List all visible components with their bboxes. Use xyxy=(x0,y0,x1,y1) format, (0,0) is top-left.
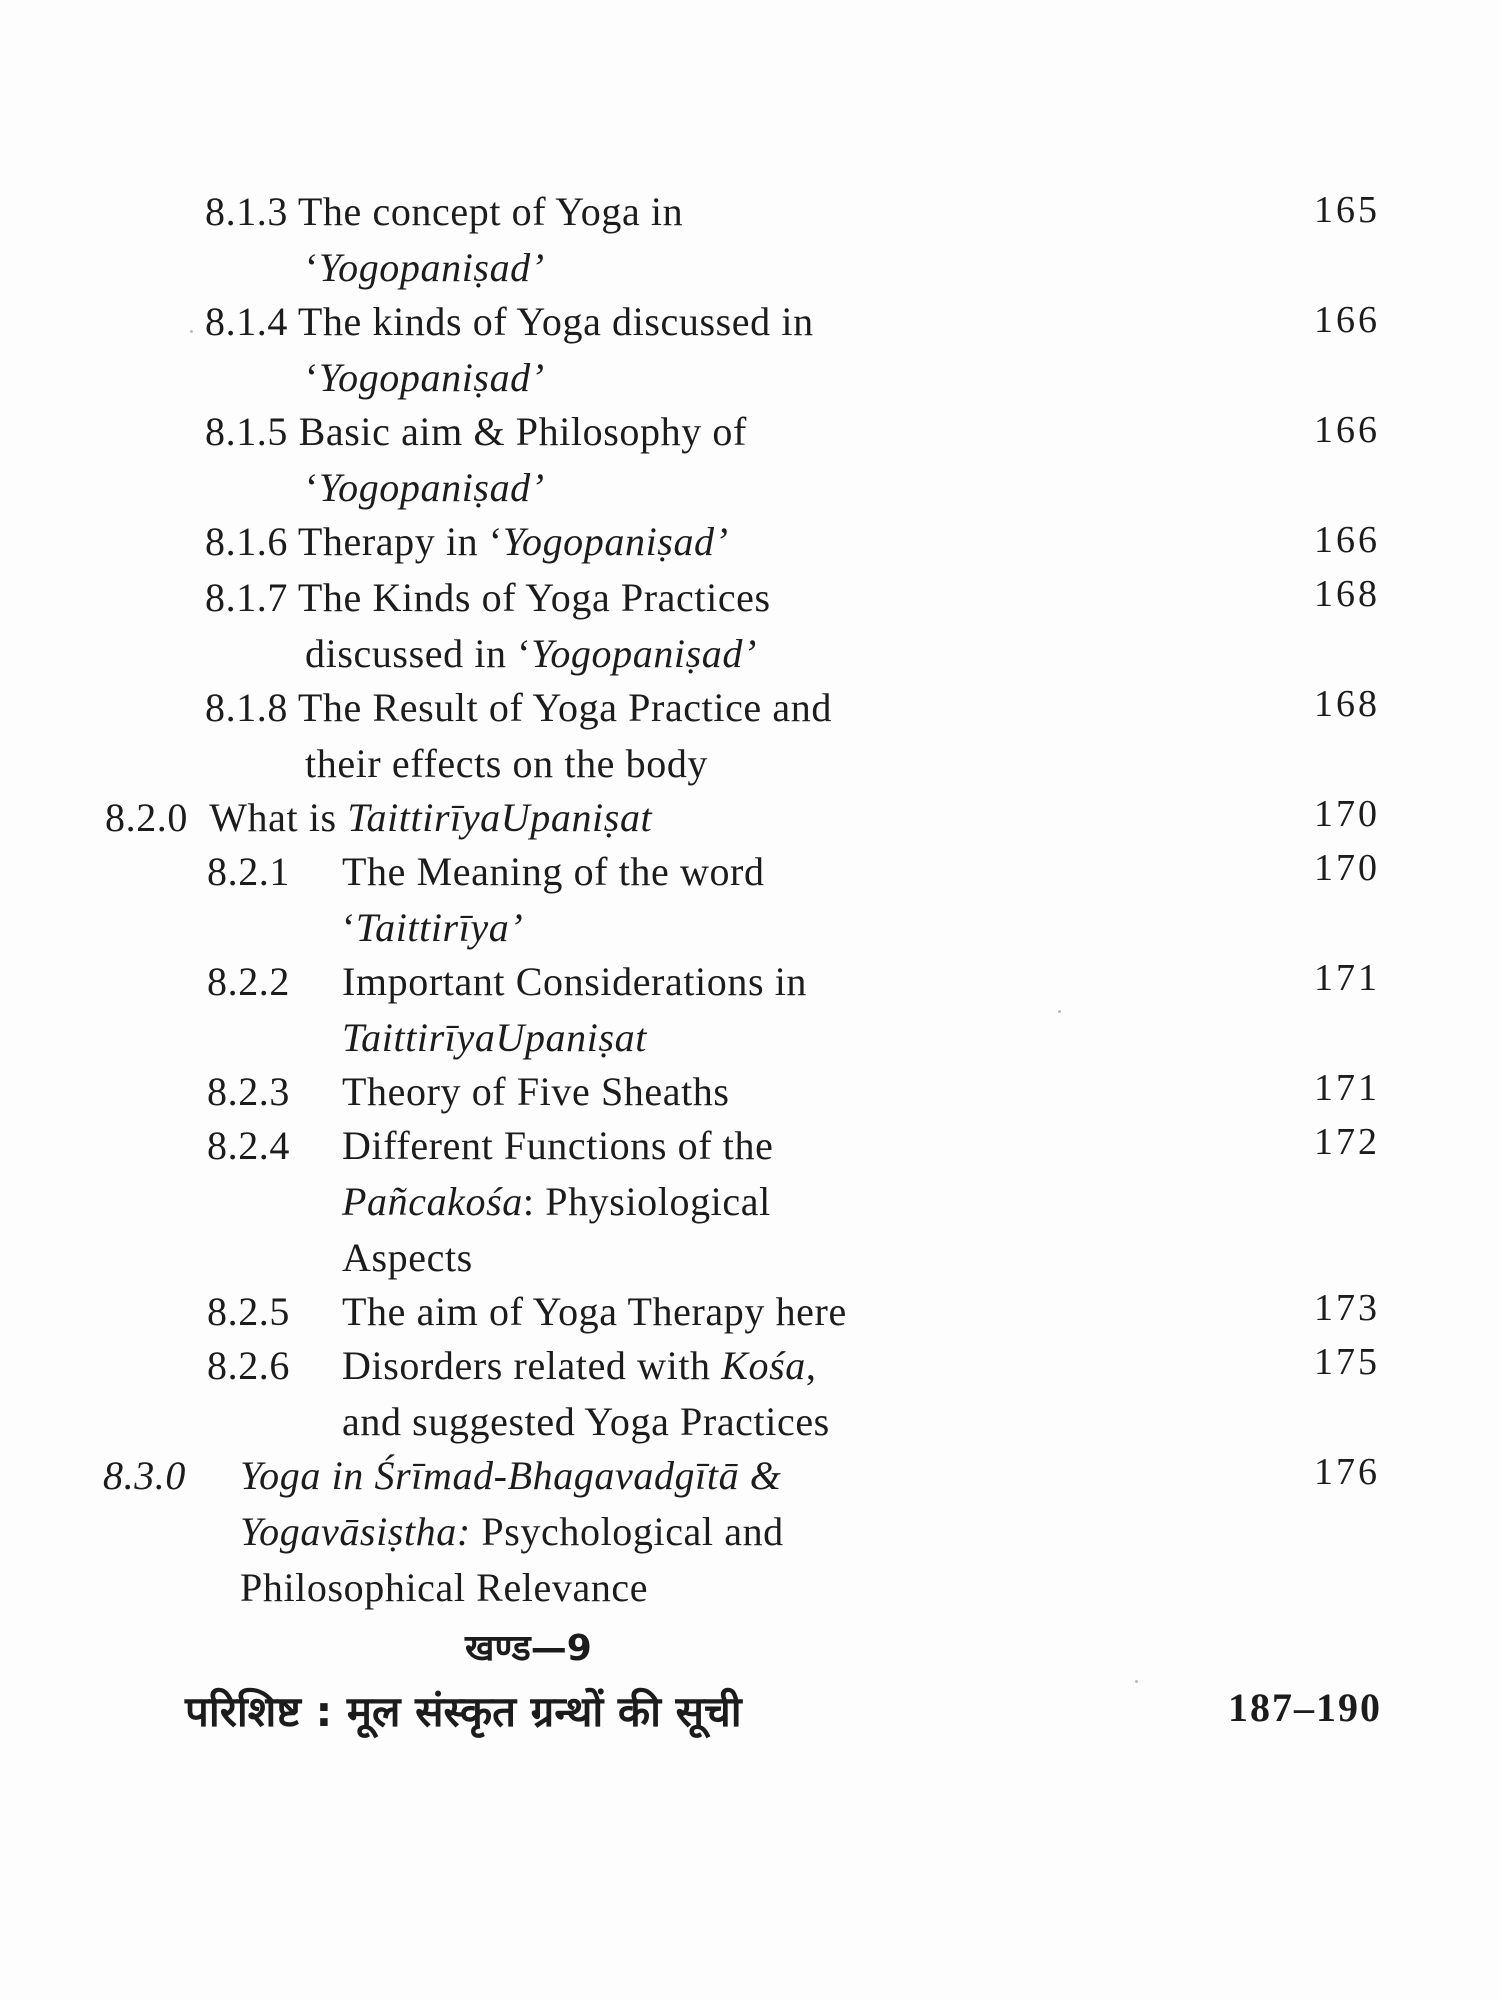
entry-title: The concept of Yoga in xyxy=(297,189,684,234)
entry-number: 8.3.0 xyxy=(103,1453,186,1498)
entry-number: 8.2.6 xyxy=(207,1343,290,1388)
toc-entry-8-1-4 xyxy=(205,298,814,346)
entry-title-continued: ‘Taittirīya’ xyxy=(342,905,524,950)
scan-speck xyxy=(1058,1010,1061,1013)
toc-entry-8-1-3 xyxy=(205,188,683,236)
appendix-title: परिशिष्ट : मूल संस्कृत ग्रन्थों की सूची xyxy=(185,1687,742,1736)
entry-page: 170 xyxy=(1314,793,1380,835)
entry-number: 8.2.2 xyxy=(207,959,290,1004)
section-heading: खण्ड—9 xyxy=(465,1628,592,1669)
entry-title-continued: ‘Yogopaniṣad’ xyxy=(305,245,545,290)
entry-title: Basic aim & Philosophy of xyxy=(298,409,747,454)
entry-title-continued: Aspects xyxy=(342,1235,473,1280)
entry-title-continued: Philosophical Relevance xyxy=(240,1565,649,1610)
entry-page: 171 xyxy=(1314,957,1380,999)
entry-number: 8.1.7 xyxy=(205,575,288,620)
scan-speck xyxy=(190,330,193,333)
entry-number: 8.1.5 xyxy=(205,409,288,454)
toc-entry-8-1-5 xyxy=(205,408,747,456)
entry-number: 8.2.5 xyxy=(207,1289,290,1334)
entry-page: 168 xyxy=(1314,683,1380,725)
entry-number: 8.1.4 xyxy=(205,299,288,344)
toc-entry-8-1-8 xyxy=(205,684,832,732)
entry-number: 8.1.3 xyxy=(205,189,288,234)
appendix-page-range: 187–190 xyxy=(1228,1685,1382,1730)
toc-entry-8-3-0: Yoga in Śrīmad-Bhagavadgītā & xyxy=(240,1453,782,1498)
entry-title-continued: and suggested Yoga Practices xyxy=(342,1399,830,1444)
entry-number: 8.2.3 xyxy=(207,1069,290,1114)
toc-entry-8-1-7 xyxy=(205,574,771,622)
entry-number: 8.2.0 xyxy=(105,795,188,840)
entry-page: 176 xyxy=(1314,1451,1380,1493)
entry-page: 166 xyxy=(1314,519,1380,561)
entry-page: 166 xyxy=(1314,299,1380,341)
entry-page: 171 xyxy=(1314,1067,1380,1109)
entry-page: 166 xyxy=(1314,409,1380,451)
entry-number: 8.2.4 xyxy=(207,1123,290,1168)
scan-speck xyxy=(1135,1680,1138,1683)
entry-title-continued: Pañcakośa: Physiological xyxy=(342,1179,771,1224)
entry-title: The kinds of Yoga discussed in xyxy=(297,299,814,344)
entry-number: 8.2.1 xyxy=(207,849,290,894)
entry-number: 8.1.6 xyxy=(205,519,288,564)
toc-entry-8-2-5: The aim of Yoga Therapy here xyxy=(342,1289,847,1334)
toc-entry-8-2-2: Important Considerations in xyxy=(342,959,808,1004)
entry-title-continued: TaittirīyaUpaniṣat xyxy=(342,1015,647,1060)
entry-page: 172 xyxy=(1314,1121,1380,1163)
toc-entry-8-1-6: 8.1.6 Therapy in ‘Yogopaniṣad’ xyxy=(205,519,729,564)
toc-entry-8-2-6: Disorders related with Kośa, xyxy=(342,1343,817,1388)
toc-entry-8-2-1: The Meaning of the word xyxy=(342,849,765,894)
toc-entry-8-2-0: 8.2.0 What is TaittirīyaUpaniṣat xyxy=(105,795,653,840)
toc-entry-8-2-3: Theory of Five Sheaths xyxy=(342,1069,730,1114)
entry-page: 170 xyxy=(1314,847,1380,889)
entry-page: 165 xyxy=(1314,189,1380,231)
entry-title-continued: discussed in ‘Yogopaniṣad’ xyxy=(305,631,757,676)
entry-number: 8.1.8 xyxy=(205,685,288,730)
entry-page: 173 xyxy=(1314,1287,1380,1329)
entry-page: 175 xyxy=(1314,1341,1380,1383)
entry-title-continued: ‘Yogopaniṣad’ xyxy=(305,465,545,510)
entry-title-continued: Yogavāsiṣtha: Psychological and xyxy=(240,1509,784,1554)
toc-entry-8-2-4: Different Functions of the xyxy=(342,1123,774,1168)
entry-title: The Kinds of Yoga Practices xyxy=(297,575,771,620)
entry-title-continued: ‘Yogopaniṣad’ xyxy=(305,355,545,400)
entry-title: The Result of Yoga Practice and xyxy=(297,685,832,730)
entry-title-continued: their effects on the body xyxy=(305,741,709,786)
entry-page: 168 xyxy=(1314,573,1380,615)
